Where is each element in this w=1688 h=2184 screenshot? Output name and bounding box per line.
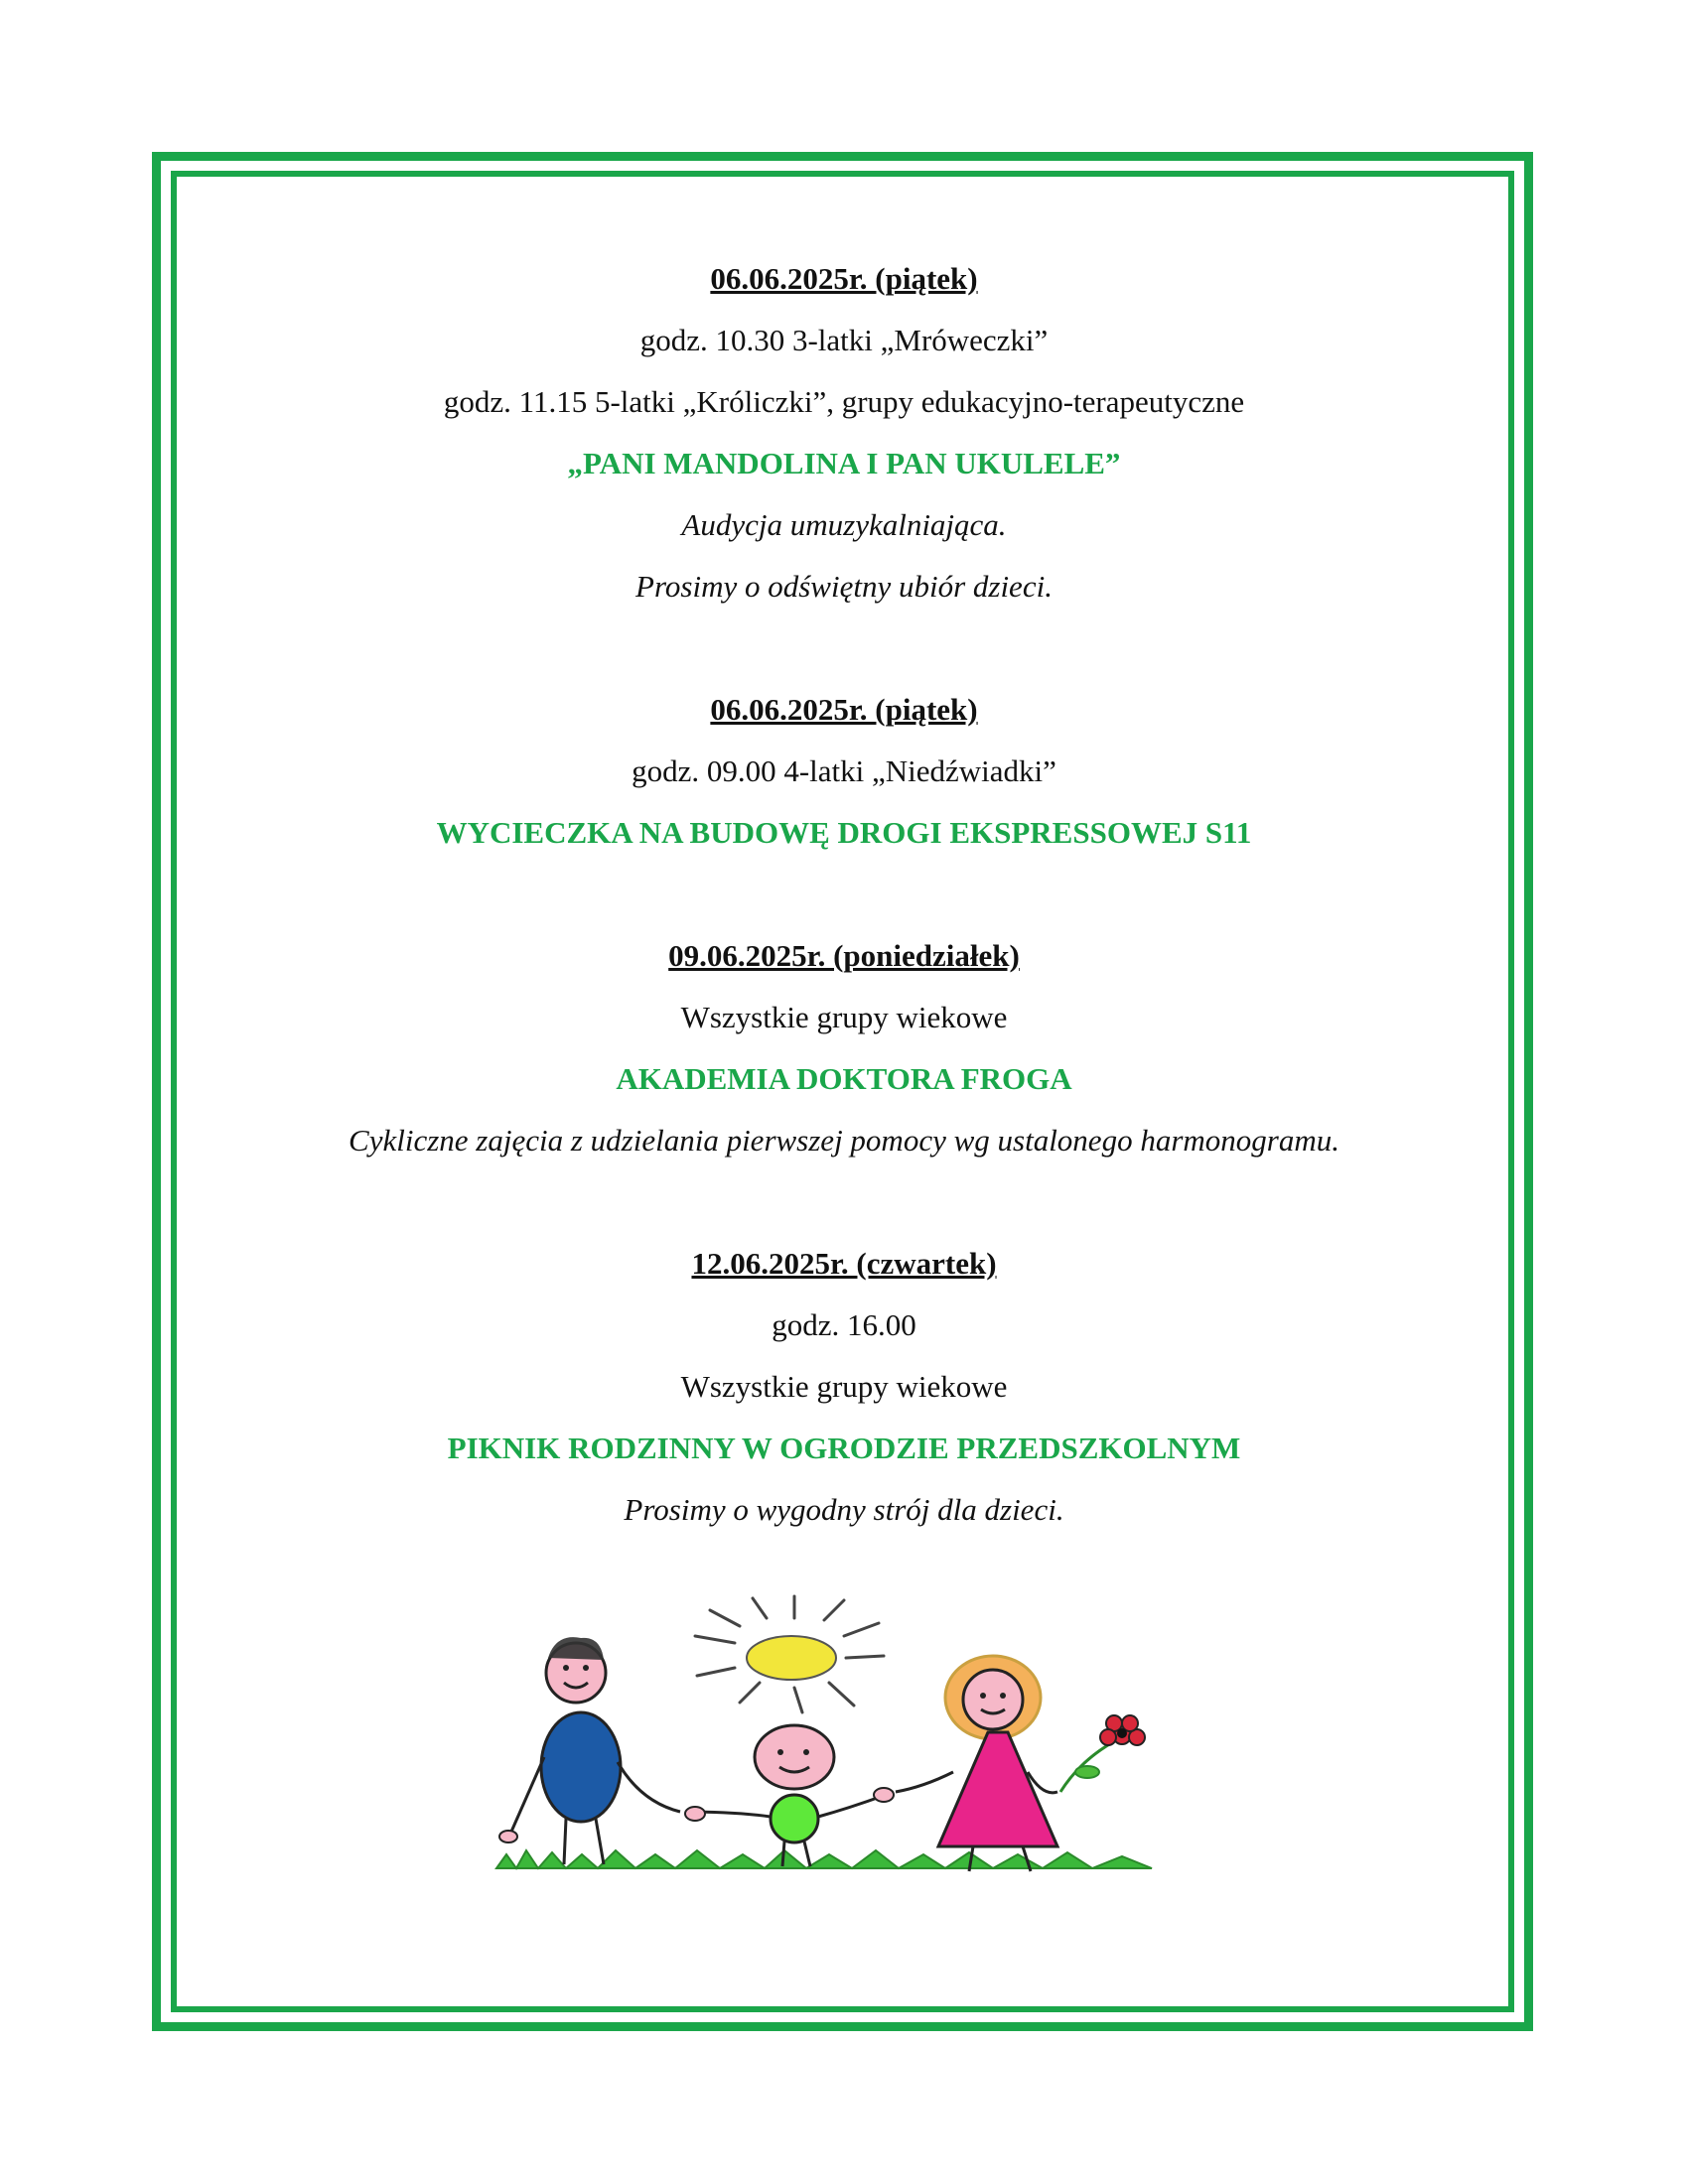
section-note: Audycja umuzykalniająca. — [681, 507, 1007, 542]
section-detail: Wszystkie grupy wiekowe — [680, 1000, 1008, 1034]
section-date: 09.06.2025r. (poniedziałek) — [668, 938, 1020, 973]
schedule-section — [189, 925, 1499, 1171]
schedule-section — [189, 1233, 1499, 1541]
section-note: Prosimy o odświętny ubiór dzieci. — [635, 569, 1053, 604]
section-detail: godz. 09.00 4-latki „Niedźwiadki” — [632, 753, 1056, 788]
event-title: WYCIECZKA NA BUDOWĘ DROGI EKSPRESSOWEJ S11 — [436, 815, 1252, 850]
schedule-section — [189, 248, 1499, 617]
section-detail: godz. 16.00 — [772, 1307, 916, 1342]
section-date: 06.06.2025r. (piątek) — [710, 261, 978, 296]
section-detail: godz. 10.30 3-latki „Mróweczki” — [639, 323, 1049, 357]
flower-icon — [1060, 1715, 1145, 1792]
schedule-section — [189, 679, 1499, 864]
schedule-content — [189, 248, 1499, 1541]
section-note: Prosimy o wygodny strój dla dzieci. — [624, 1492, 1064, 1527]
event-title: „PANI MANDOLINA I PAN UKULELE” — [567, 446, 1121, 480]
section-note: Cykliczne zajęcia z udzielania pierwszej pomocy wg ustalonego harmonogramu. — [349, 1123, 1339, 1158]
grass — [496, 1850, 1152, 1868]
section-date: 12.06.2025r. (czwartek) — [691, 1246, 997, 1281]
event-title: PIKNIK RODZINNY W OGRODZIE PRZEDSZKOLNYM — [447, 1431, 1241, 1465]
section-detail: godz. 11.15 5-latki „Króliczki”, grupy edukacyjno-terapeutyczne — [443, 384, 1245, 419]
section-detail: Wszystkie grupy wiekowe — [680, 1369, 1008, 1404]
section-date: 06.06.2025r. (piątek) — [710, 692, 978, 727]
family-drawing-illustration — [487, 1588, 1182, 1886]
sun-icon — [695, 1596, 884, 1712]
father-figure — [499, 1637, 680, 1864]
mother-figure — [896, 1656, 1057, 1871]
child-figure — [685, 1725, 894, 1866]
event-title: AKADEMIA DOKTORA FROGA — [616, 1061, 1072, 1096]
